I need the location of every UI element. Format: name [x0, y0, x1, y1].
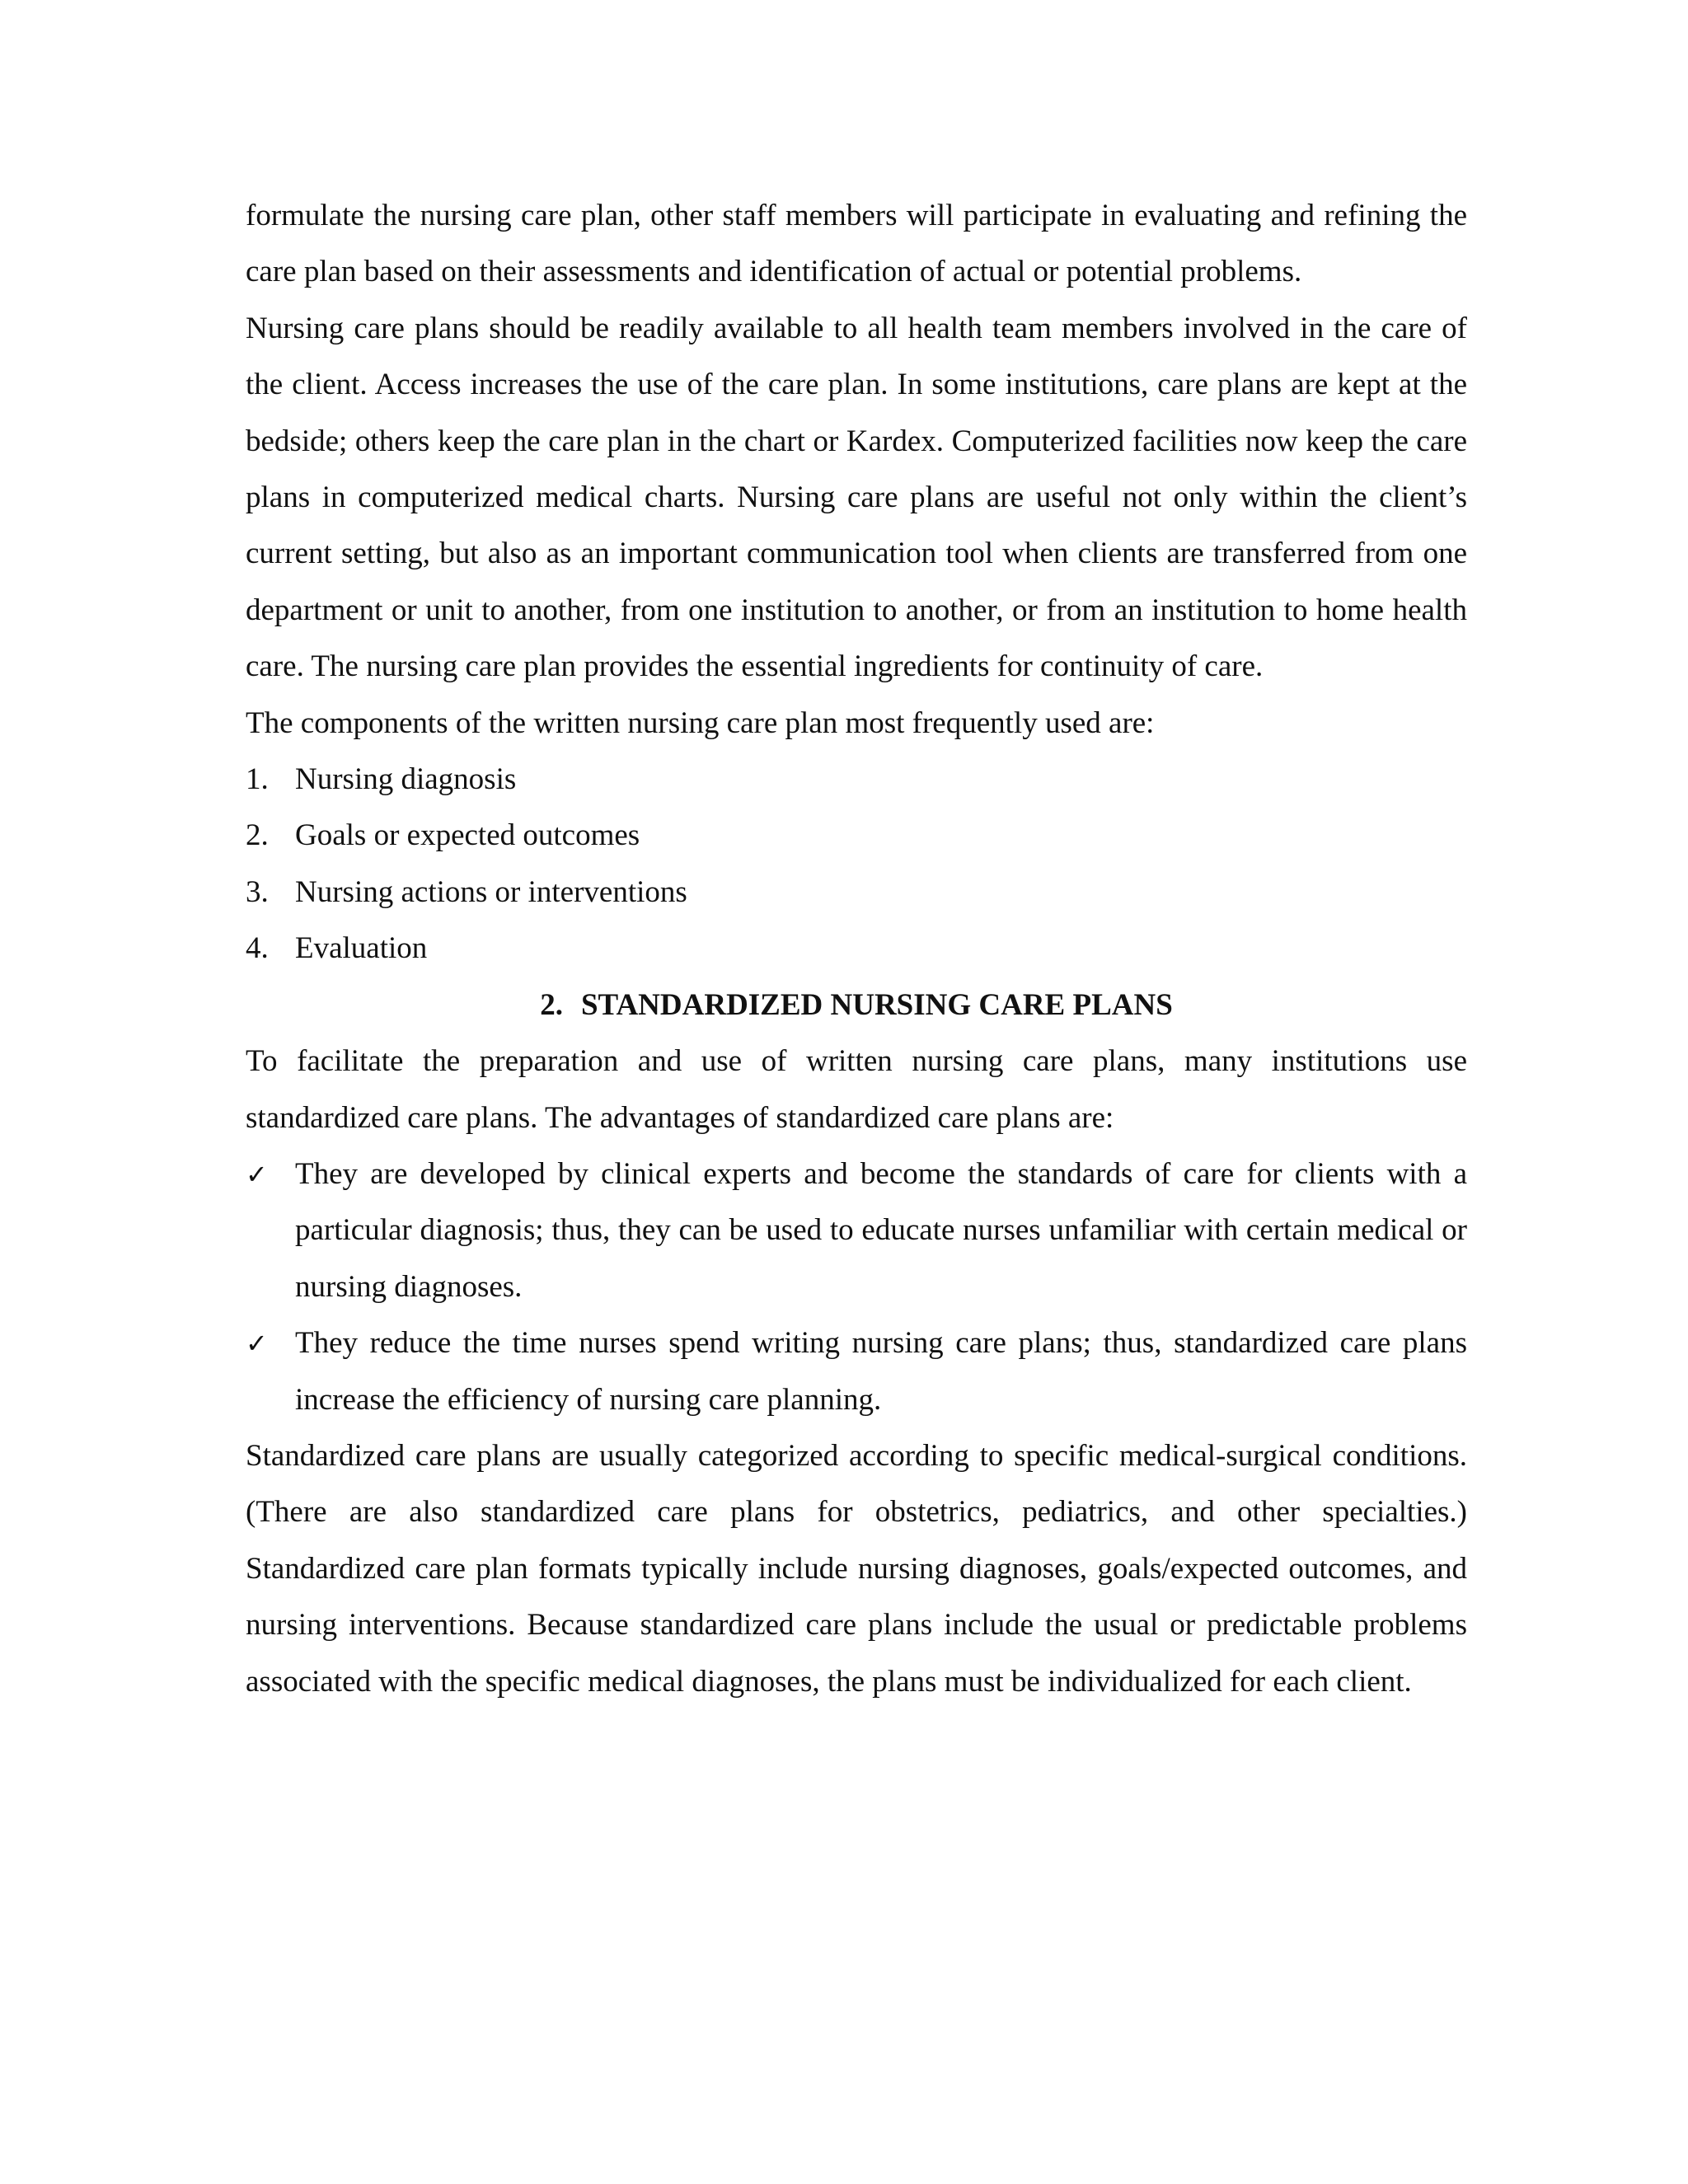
list-item-text: Evaluation — [295, 931, 428, 966]
list-item-text: They reduce the time nurses spend writing nursing care plans; thus, standardized care plans increase the efficiency of nursing care planning. — [295, 1326, 1467, 1417]
list-item-text: Goals or expected outcomes — [295, 818, 640, 853]
list-number: 3. — [246, 874, 269, 909]
paragraph-care-plan-formulation: formulate the nursing care plan, other staff members will participate in evaluating and refining the care plan based on their assessments and identification of actual or potential problems. — [246, 199, 1467, 289]
list-item — [246, 1315, 1467, 1428]
paragraph-standardized-intro: To facilitate the preparation and use of written nursing care plans, many institutions use standardized care plans. The advantages of standardized care plans are: — [246, 1044, 1467, 1135]
list-item — [246, 1146, 1467, 1315]
section-title: STANDARDIZED NURSING CARE PLANS — [580, 987, 1173, 1022]
advantages-list — [246, 1146, 1467, 1428]
list-number: 1. — [246, 762, 269, 797]
list-item-text: Nursing diagnosis — [295, 762, 517, 797]
paragraph-components-intro: The components of the written nursing care plan most frequently used are: — [246, 705, 1155, 740]
paragraph-care-plan-availability: Nursing care plans should be readily available to all health team members involved in the care of the client. Access increases the use of the care plan. In some institutions, care plans are kept at the bedside; others keep the care plan in the chart or Kardex. Computerized facilities now keep the care plans in computerized medical charts. Nursing care plans are useful not only within the client’s current setting, but also as an important communication tool when clients are transferred from one department or unit to another, from one institution to another, or from an institution to home health care. The nursing care plan provides the essential ingredients for continuity of care. — [246, 311, 1467, 684]
list-number: 2. — [246, 818, 269, 853]
list-item — [246, 752, 1467, 808]
list-item-text: They are developed by clinical experts and become the standards of care for clients with a particular diagnosis; thus, they can be used to educate nurses unfamiliar with certain medical or nursing diagnoses. — [295, 1156, 1467, 1304]
checkmark-icon: ✓ — [246, 1158, 268, 1190]
list-item — [246, 921, 1467, 977]
list-number: 4. — [246, 931, 269, 966]
list-item — [246, 808, 1467, 864]
section-heading — [246, 977, 1467, 1033]
paragraph-standardized-categories: Standardized care plans are usually categorized according to specific medical-surgical conditions. (There are also standardized care plans for obstetrics, pediatrics, and other specialties.) Standardized care plan formats typically include nursing diagnoses, goals/expected outcomes, and nursing interventions. Because standardized care plans include the usual or predictable problems associated with the specific medical diagnoses, the plans must be individualized for each client. — [246, 1438, 1467, 1699]
document-page — [246, 188, 1467, 1710]
list-item — [246, 865, 1467, 921]
components-list — [246, 752, 1467, 977]
section-number: 2. — [540, 987, 563, 1022]
list-item-text: Nursing actions or interventions — [295, 874, 687, 909]
checkmark-icon: ✓ — [246, 1328, 268, 1360]
